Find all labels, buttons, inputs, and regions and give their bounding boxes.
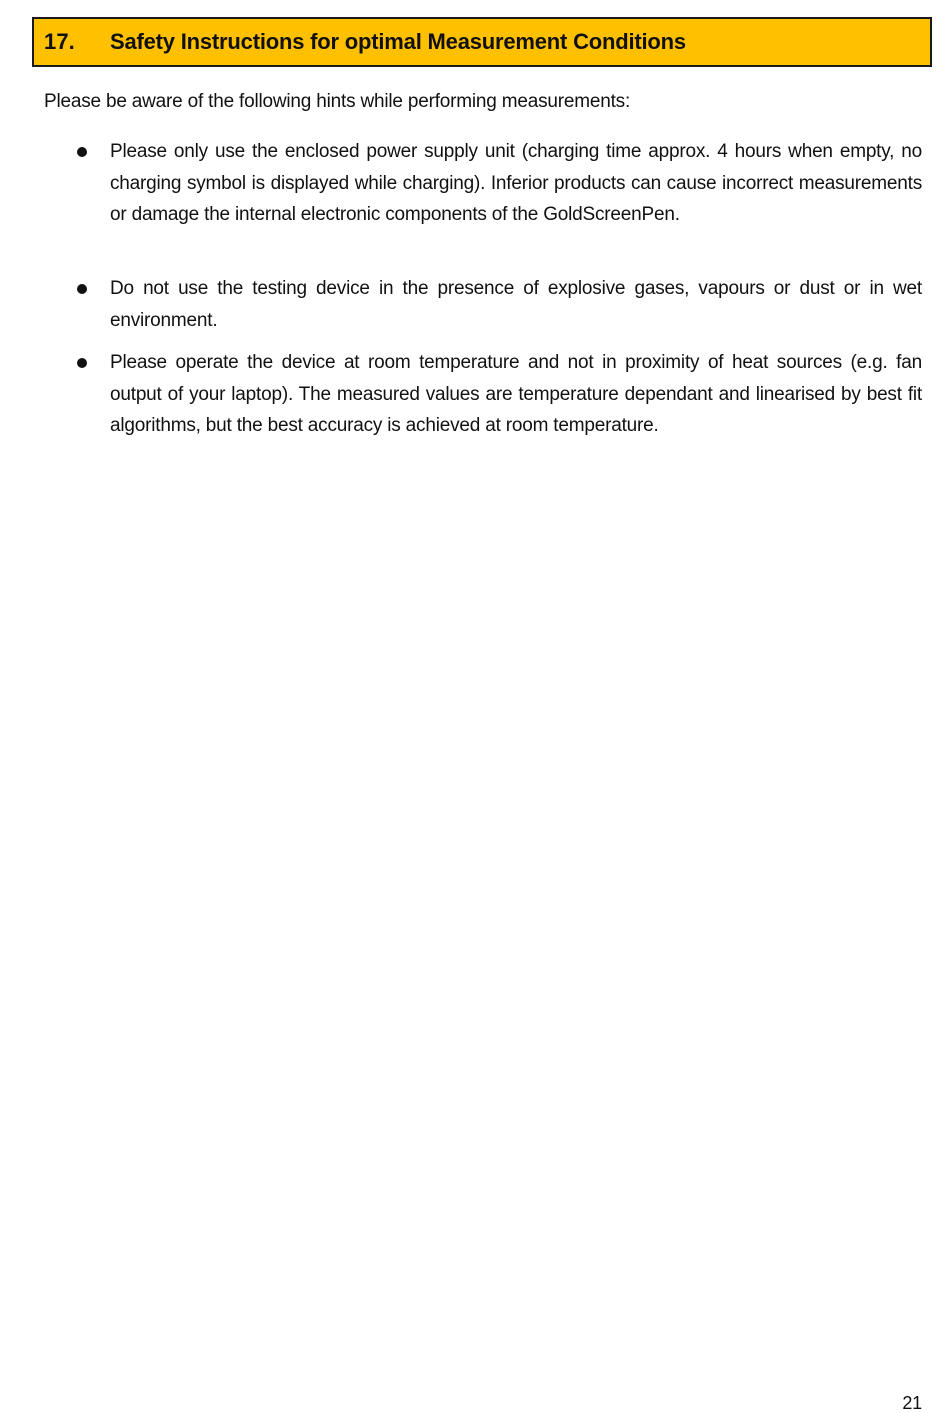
- section-number: 17.: [44, 29, 75, 54]
- bullet-icon: [77, 358, 87, 368]
- section-title: Safety Instructions for optimal Measurement Conditions: [110, 29, 686, 54]
- bullet-icon: [77, 284, 87, 294]
- list-item-text: Please operate the device at room temperature and not in proximity of heat sources (e.g. fan output of your laptop). The measured values are temperature dependant and linearised by best fit algorithms, but the best accuracy is achieved at room temperature.: [110, 352, 922, 436]
- intro-text: Please be aware of the following hints while performing measurements:: [44, 91, 631, 112]
- list-item: [72, 273, 922, 336]
- bullet-icon: [77, 147, 87, 157]
- list-item: [72, 136, 922, 231]
- list-item-text: Please only use the enclosed power supply unit (charging time approx. 4 hours when empty, no charging symbol is displayed while charging). Inferior products can cause incorrect measurements or damage the internal electronic components of the GoldScreenPen.: [110, 141, 922, 225]
- list-item-text: Do not use the testing device in the presence of explosive gases, vapours or dust or in wet environment.: [110, 278, 922, 331]
- page-number: 21: [902, 1393, 922, 1413]
- list-item: [72, 347, 922, 442]
- section-header: [32, 17, 932, 67]
